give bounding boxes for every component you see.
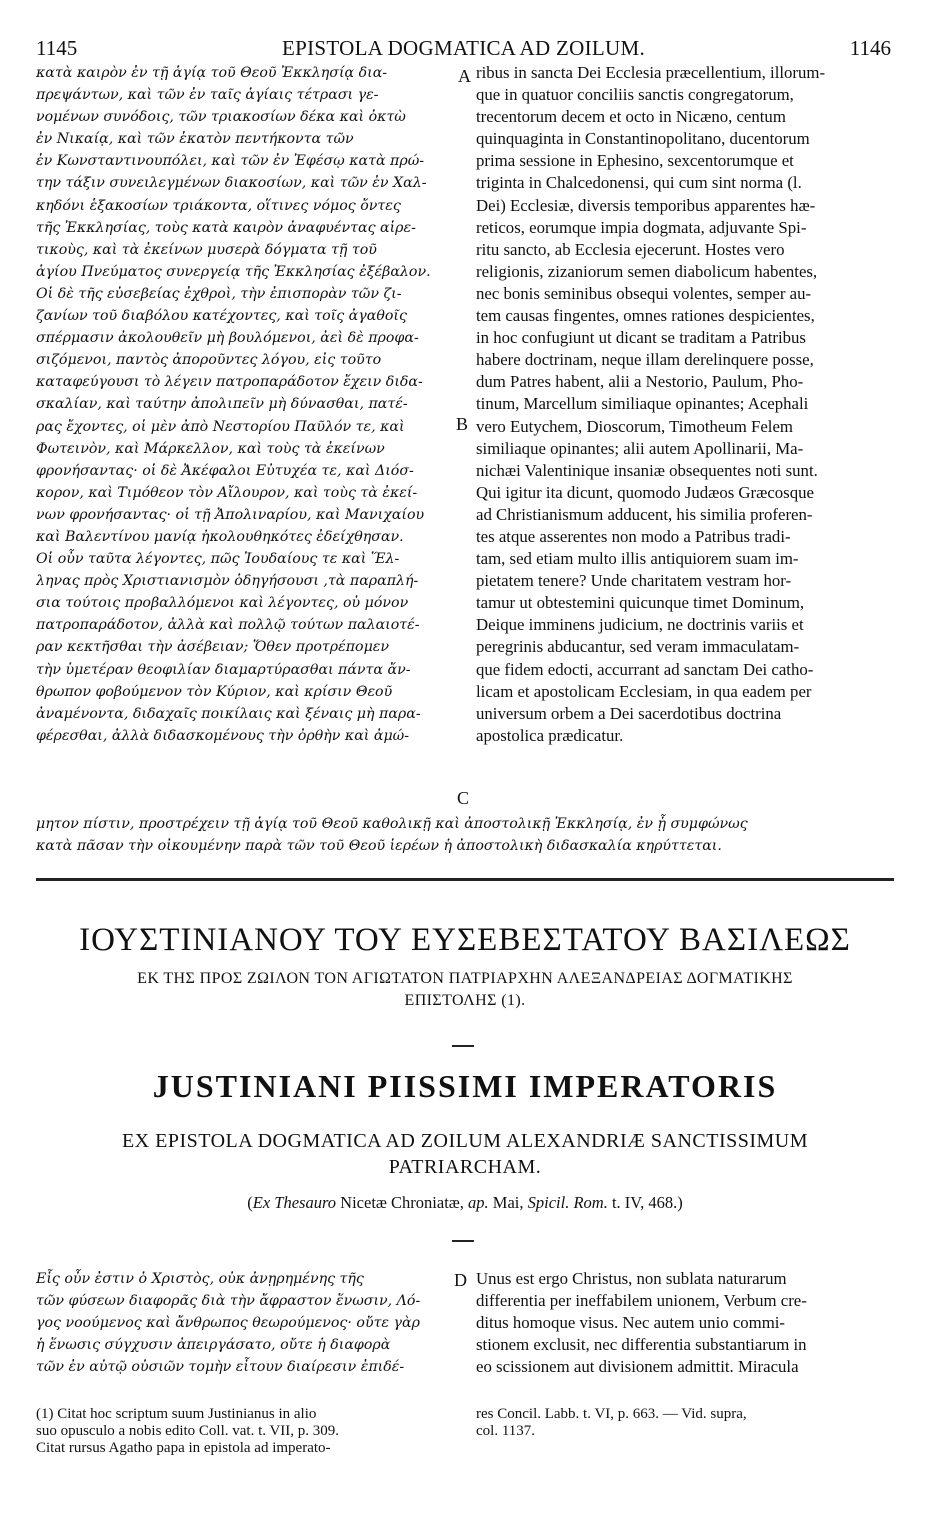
greek-text-line: νων φρονήσαντας· οἱ τῇ Ἀπολιναρίου, καὶ Μανιχαίου <box>36 506 425 523</box>
greek-subtitle-line-2: ΕΠΙΣΤΟΛΗΣ (1). <box>404 992 526 1009</box>
greek-text-line: ζανίων τοῦ διαβόλου κατέχοντες, καὶ τοῖς ἀγαθοῖς <box>36 308 407 325</box>
greek-text-line: Οἱ δὲ τῆς εὐσεβείας ἐχθροὶ, τὴν ἐπισπορὰν τῶν ζι- <box>36 285 402 302</box>
latin-text-line: ditus homoque visus. Nec autem unio commi- <box>476 1313 786 1333</box>
footnote-left <box>36 1406 456 1457</box>
short-rule <box>452 1045 474 1047</box>
greek-text-line: ἐν Κωνσταντινουπόλει, καὶ τῶν ἐν Ἐφέσῳ κατὰ πρώ- <box>36 153 425 170</box>
latin-text-line: nec bonis seminibus obsequi volentes, semper au- <box>476 283 812 303</box>
greek-text-line: θρωπον φοβούμενον τὸν Κύριον, καὶ κρίσιν Θεοῦ <box>36 683 393 700</box>
latin-text-line: eo scissionem aut divisionem admittit. Miracula <box>476 1357 799 1377</box>
latin-subtitle-line-1: EX EPISTOLA DOGMATICA AD ZOILUM ALEXANDRIÆ SANCTISSIMUM <box>121 1130 809 1152</box>
greek-text-line: την τάξιν συνειλεγμένων διακοσίων, καὶ τῶν ἐν Χαλ- <box>36 175 427 192</box>
greek-text-line: κατὰ πᾶσαν τὴν οἰκουμένην παρὰ τῶν τοῦ Θεοῦ ἱερέων ἡ ἀποστολικὴ διδασκαλία κηρύττεται. <box>36 838 722 854</box>
latin-text-line: trecentorum decem et octo in Nicæno, centum <box>476 107 786 127</box>
page-number-right: 1146 <box>849 36 891 60</box>
greek-column-top <box>36 62 461 747</box>
margin-letter-b: B <box>456 414 469 434</box>
footnote-line: Citat rursus Agatho papa in epistola ad imperato- <box>36 1440 331 1456</box>
greek-column-body <box>36 1268 451 1378</box>
margin-letter-d: D <box>454 1270 467 1290</box>
latin-text-line: dum Patres habent, alii a Nestorio, Paulum, Pho- <box>476 372 804 392</box>
latin-text-line: stionem exclusit, nec differentia substantiarum in <box>476 1335 807 1355</box>
latin-text-line: universum orbem a Dei sacerdotibus doctrina <box>476 703 782 723</box>
latin-column-top <box>476 62 896 747</box>
greek-text-line: καταφεύγουσι τὸ λέγειν πατροπαράδοτον ἔχειν διδα- <box>36 374 423 391</box>
latin-text-line: Deique imminens judicium, ne doctrinis variis et <box>476 615 804 635</box>
latin-text-line: Qui igitur ita dicunt, quomodo Judæos Græcosque <box>476 482 814 502</box>
footnote-line: suo opusculo a nobis edito Coll. vat. t. VII, p. 309. <box>36 1423 340 1439</box>
greek-text-line: ἡ ἕνωσις σύγχυσιν ἀπειργάσατο, οὔτε ἡ διαφορὰ <box>36 1337 391 1354</box>
latin-text-line: habere doctrinam, neque illam derelinquere posse, <box>476 350 814 370</box>
latin-text-line: peregrinis abducantur, sed veram immaculatam- <box>476 637 800 657</box>
greek-text-line: πρεψάντων, καὶ τῶν ἐν ταῖς ἁγίαις τέτρασι γε- <box>36 87 379 104</box>
short-rule <box>452 1240 474 1242</box>
greek-text-line: τῶν φύσεων διαφορᾶς διὰ τὴν ἄφραστον ἕνωσιν, Λό- <box>36 1293 421 1310</box>
greek-subtitle-line-1: ΕΚ ΤΗΣ ΠΡΟΣ ΖΩΙΛΟΝ ΤΟΝ ΑΓΙΩΤΑΤΟΝ ΠΑΤΡΙΑΡΧΗΝ ΑΛΕΞΑΝΔΡΕΙΑΣ ΔΟΓΜΑΤΙΚΗΣ <box>137 970 793 987</box>
footnote-line: (1) Citat hoc scriptum suum Justinianus in alio <box>36 1406 317 1422</box>
greek-text-line: Οἱ οὖν ταῦτα λέγοντες, πῶς Ἰουδαίους τε καὶ Ἕλ- <box>36 551 400 568</box>
latin-text-line: ad Christianismum adducent, his similia proferen- <box>476 504 813 524</box>
latin-text-line: pietatem tenere? Unde charitatem vestram hor- <box>476 571 792 591</box>
latin-text-line: tes atque asserentes non modo a Patribus tradi- <box>476 526 791 546</box>
greek-text-line: φέρεσθαι, ἀλλὰ διδασκομένους τὴν ὀρθὴν καὶ ἀμώ- <box>36 727 410 744</box>
greek-text-line: μητον πίστιν, προστρέχειν τῇ ἁγίᾳ τοῦ Θεοῦ καθολικῇ καὶ ἀποστολικῇ Ἐκκλησίᾳ, ἐν ᾗ συμφώνως <box>36 816 748 832</box>
footnote-line: col. 1137. <box>476 1423 536 1439</box>
latin-text-line: tinum, Marcellum similiaque opinantes; Acephali <box>476 394 809 414</box>
greek-text-line: καὶ Βαλεντίνου μανίᾳ ἠκολουθηκότες ἐδείχθησαν. <box>36 528 404 545</box>
footnote-right <box>476 1406 896 1440</box>
greek-text-line: ἐν Νικαίᾳ, καὶ τῶν ἑκατὸν πεντήκοντα τῶν <box>36 131 354 148</box>
latin-text-line: nichæi Valentinique insaniæ obsequentes noti sunt. <box>476 460 818 480</box>
latin-text-line: ritu sancto, ab Ecclesia ejecerunt. Hostes vero <box>476 239 785 259</box>
greek-text-line: σπέρμασιν ἀκολουθεῖν μὴ βουλόμενοι, ἀεὶ δὲ προφα- <box>36 330 419 347</box>
greek-text-line: ἀναμένοντα, διδαχαῖς ποικίλαις καὶ ξέναις μὴ παρα- <box>36 705 421 722</box>
greek-heading-title: ΙΟΥΣΤΙΝΙΑΝΟΥ ΤΟΥ ΕΥΣΕΒΕΣΤΑΤΟΥ ΒΑΣΙΛΕΩΣ <box>79 922 851 958</box>
latin-text-line: Unus est ergo Christus, non sublata naturarum <box>476 1269 787 1288</box>
latin-text-line: similiaque opinantes; alii autem Apollinarii, Ma- <box>476 438 804 458</box>
latin-text-line: tem causas fingentes, omnes rationes despicientes, <box>476 306 815 326</box>
running-title: EPISTOLA DOGMATICA AD ZOILUM. <box>282 36 645 60</box>
greek-text-line: τὴν ὑμετέραν θεοφιλίαν διαμαρτύρασθαι πάντα ἄν- <box>36 661 411 678</box>
latin-text-line: tam, sed etiam multo illis antiquiorem suam im- <box>476 549 799 569</box>
greek-text-line: κατὰ καιρὸν ἐν τῇ ἁγίᾳ τοῦ Θεοῦ Ἐκκλησίᾳ δια- <box>36 65 388 81</box>
latin-text-line: tamur ut obtestemini quicunque timet Dominum, <box>476 593 805 613</box>
greek-text-line: σκαλίαν, καὶ ταύτην ἀπολιπεῖν μὴ δύνασθαι, πατέ- <box>36 396 408 413</box>
greek-text-line: φρονήσαντας· οἱ δὲ Ἀκέφαλοι Εὐτυχέα τε, καὶ Διόσ- <box>36 462 414 479</box>
latin-text-line: triginta in Chalcedonensi, qui cum sint norma (l. <box>476 173 802 193</box>
greek-text-line: ἁγίου Πνεύματος συνεργείᾳ τῆς Ἐκκλησίας ἐξέβαλον. <box>36 263 431 280</box>
latin-text-line: licam et apostolicam Ecclesiam, in qua eadem per <box>476 681 812 701</box>
greek-heading-subtitle <box>36 968 894 1012</box>
section-divider <box>36 878 894 881</box>
page-number-left: 1145 <box>36 36 78 60</box>
latin-text-line: quinquaginta in Constantinopolitano, ducentorum <box>476 129 810 149</box>
latin-text-line: in hoc confugiunt ut dicant se traditam a Patribus <box>476 328 806 348</box>
greek-text-line: Φωτεινὸν, καὶ Μάρκελλον, καὶ τοὺς τὰ ἐκείνων <box>36 440 385 457</box>
latin-text-line: vero Eutychem, Dioscorum, Timotheum Felem <box>476 416 793 436</box>
latin-column-body <box>476 1268 896 1378</box>
latin-text-line: religionis, zizaniorum semen diabolicum habentes, <box>476 261 818 281</box>
greek-text-line: τῶν ἐν αὐτῷ οὐσιῶν τομὴν εἶτουν διαίρεσιν ἐπιδέ- <box>36 1359 405 1376</box>
latin-text-line: apostolica prædicatur. <box>476 725 624 745</box>
greek-text-line: ρας ἔχοντες, οἱ μὲν ἀπὸ Νεστορίου Παῦλόν τε, καὶ <box>36 418 405 435</box>
latin-text-line: ribus in sancta Dei Ecclesia præcellentium, illorum- <box>476 63 826 82</box>
greek-text-line: ραν κεκτῆσθαι τὴν ἀσέβειαν; Ὅθεν προτρέπομεν <box>36 639 390 656</box>
latin-text-line: differentia per ineffabilem unionem, Verbum cre- <box>476 1291 807 1311</box>
latin-heading-title: JUSTINIANI PIISSIMI IMPERATORIS <box>152 1068 778 1104</box>
greek-text-line: τῆς Ἐκκλησίας, τοὺς κατὰ καιρὸν ἀναφυέντας αἱρε- <box>36 219 416 236</box>
latin-text-line: que fidem edocti, accurrant ad sanctam Dei catho- <box>476 659 814 679</box>
greek-text-line: Εἷς οὖν ἐστιν ὁ Χριστὸς, οὐκ ἀνῃρημένης τῆς <box>36 1271 364 1287</box>
source-citation: (Ex Thesauro Nicetæ Chroniatæ, ap. Mai, Spicil. Rom. t. IV, 468.) <box>247 1193 683 1212</box>
greek-text-line: πατροπαράδοτον, ἀλλὰ καὶ πολλῷ τούτων παλαιοτέ- <box>36 617 420 634</box>
latin-text-line: Dei) Ecclesiæ, diversis temporibus apparentes hæ- <box>476 195 816 215</box>
margin-letter-a: A <box>458 66 471 86</box>
latin-text-line: que in quatuor conciliis sanctis congregatorum, <box>476 85 794 105</box>
latin-text-line: prima sessione in Ephesino, sexcentorumque et <box>476 151 794 171</box>
margin-letter-c: C <box>457 788 470 808</box>
running-header <box>36 36 891 62</box>
greek-text-line: κορον, καὶ Τιμόθεον τὸν Αἴλουρον, καὶ τοὺς τὰ ἐκεί- <box>36 484 418 501</box>
latin-subtitle-line-2: PATRIARCHAM. <box>388 1156 542 1178</box>
greek-text-line: νομένων συνόδοις, τῶν τριακοσίων δέκα καὶ ὀκτὼ <box>36 109 406 126</box>
greek-text-line: σια τούτοις προβαλλόμενοι καὶ λέγοντες, οὐ μόνον <box>36 595 409 612</box>
greek-text-line: ληνας πρὸς Χριστιανισμὸν ὁδηγήσουσι ,τὰ παραπλή- <box>36 573 419 590</box>
latin-text-line: reticos, eorumque impia dogmata, adjuvante Spi- <box>476 217 807 237</box>
footnote-line: res Concil. Labb. t. VI, p. 663. — Vid. supra, <box>476 1406 747 1422</box>
greek-text-line: γος νοούμενος καὶ ἄνθρωπος θεωρούμενος· οὔτε γὰρ <box>36 1315 420 1332</box>
greek-spanning-lines <box>36 813 896 857</box>
greek-text-line: σιζόμενοι, παντὸς ἀποροῦντες λόγου, εἰς τοῦτο <box>36 352 382 369</box>
greek-text-line: κηδόνι ἑξακοσίων τριάκοντα, οἵτινες νόμος ὄντες <box>36 197 401 214</box>
greek-text-line: τικοὺς, καὶ τὰ ἐκείνων μυσερὰ δόγματα τῇ τοῦ <box>36 241 377 258</box>
latin-heading-subtitle <box>36 1128 894 1180</box>
